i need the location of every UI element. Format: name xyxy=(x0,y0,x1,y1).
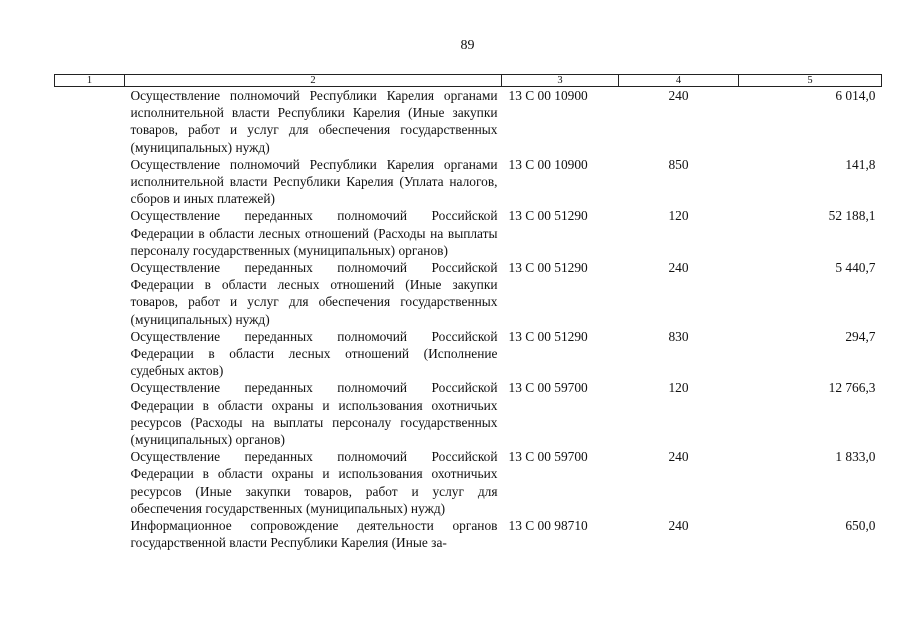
row-description: Осуществление полномочий Республики Карелия органами исполнительной власти Республики Карелия (Иные закупки товаров, работ и услуг для обеспечения государственных (муниципальных) нужд) xyxy=(130,88,498,155)
table-row xyxy=(55,379,882,448)
row-expense-type: 830 xyxy=(668,328,689,344)
row-code: 13 С 00 51290 xyxy=(508,260,588,276)
table-row xyxy=(55,517,882,551)
row-number-cell xyxy=(55,259,125,328)
table-row xyxy=(55,87,882,156)
column-header-5: 5 xyxy=(739,75,882,87)
row-description: Информационное сопровождение деятельности органов государственной власти Республики Карелия (Иные за- xyxy=(130,518,498,551)
table-row xyxy=(55,259,882,328)
row-expense-type: 240 xyxy=(668,260,689,276)
row-expense-type: 240 xyxy=(668,449,689,465)
row-expense-type: 850 xyxy=(668,156,689,172)
row-amount: 650,0 xyxy=(845,518,876,534)
row-amount: 141,8 xyxy=(845,156,876,172)
row-number-cell xyxy=(55,156,125,208)
table-header xyxy=(55,75,882,87)
row-number-cell xyxy=(55,517,125,551)
row-description: Осуществление переданных полномочий Российской Федерации в области лесных отношений (Иные закупки товаров, работ и услуг для обеспечения государственных (муниципальных) нужд) xyxy=(130,260,498,327)
row-code: 13 С 00 51290 xyxy=(508,328,588,344)
row-expense-type: 240 xyxy=(668,518,689,534)
row-code: 13 С 00 59700 xyxy=(508,380,588,396)
row-number-cell xyxy=(55,379,125,448)
row-description: Осуществление полномочий Республики Карелия органами исполнительной власти Республики Карелия (Уплата налогов, сборов и иных платежей) xyxy=(130,156,498,207)
row-code: 13 С 00 98710 xyxy=(508,518,588,534)
row-amount: 6 014,0 xyxy=(835,88,876,103)
header-row xyxy=(55,75,882,87)
row-expense-type: 120 xyxy=(668,380,689,396)
row-code: 13 С 00 10900 xyxy=(508,156,588,172)
budget-table xyxy=(54,74,882,551)
row-amount: 52 188,1 xyxy=(828,208,876,224)
row-amount: 5 440,7 xyxy=(835,260,876,276)
row-description: Осуществление переданных полномочий Российской Федерации в области охраны и использования охотничьих ресурсов (Расходы на выплаты персоналу государственных (муниципальных) органов) xyxy=(130,380,498,448)
page-number: 89 xyxy=(460,38,475,53)
table-row xyxy=(55,448,882,517)
table-body xyxy=(55,87,882,552)
row-expense-type: 240 xyxy=(668,88,689,103)
row-code: 13 С 00 10900 xyxy=(508,88,588,103)
row-number-cell xyxy=(55,448,125,517)
row-code: 13 С 00 51290 xyxy=(508,208,588,224)
row-amount: 1 833,0 xyxy=(835,449,876,465)
row-number-cell xyxy=(55,207,125,259)
column-header-4: 4 xyxy=(619,75,739,87)
row-description: Осуществление переданных полномочий Российской Федерации в области охраны и использования охотничьих ресурсов (Иные закупки товаров, работ и услуг для обеспечения государственных (муниципальных) нужд) xyxy=(130,449,498,516)
row-number-cell xyxy=(55,87,125,156)
table-row xyxy=(55,328,882,380)
row-description: Осуществление переданных полномочий Российской Федерации в области лесных отношений (Исполнение судебных актов) xyxy=(130,328,498,379)
row-expense-type: 120 xyxy=(668,208,689,224)
table-row xyxy=(55,156,882,208)
row-description: Осуществление переданных полномочий Российской Федерации в области лесных отношений (Расходы на выплаты персоналу государственных (муниципальных) органов) xyxy=(130,208,498,258)
row-amount: 294,7 xyxy=(845,328,876,344)
table-row xyxy=(55,207,882,259)
row-number-cell xyxy=(55,328,125,380)
row-amount: 12 766,3 xyxy=(828,380,876,396)
column-header-1: 1 xyxy=(55,75,125,87)
row-code: 13 С 00 59700 xyxy=(508,449,588,465)
column-header-2: 2 xyxy=(125,75,502,87)
column-header-3: 3 xyxy=(502,75,619,87)
